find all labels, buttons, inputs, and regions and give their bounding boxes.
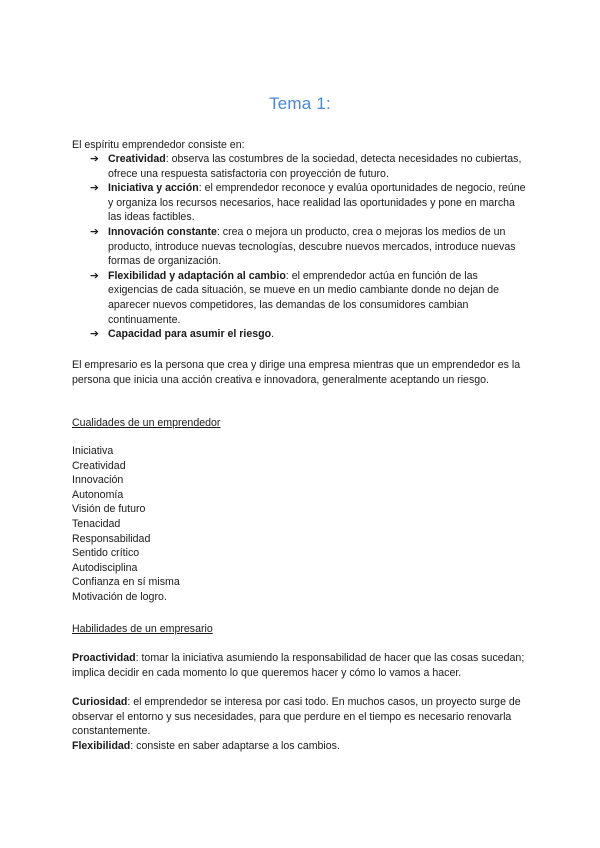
bullet-text: el emprendedor reconoce y evalúa oportunidades de negocio, reúne y organiza los recursos necesarios, hace realidad las oportunidades y pone en marcha las ideas factibles.	[108, 182, 526, 224]
arrow-icon: ➔	[90, 182, 99, 195]
empresario-paragraph: El empresario es la persona que crea y dirige una empresa mientras que un emprendedor es la persona que inicia una acción creativa e innovadora, generalmente aceptando un riesgo.	[72, 359, 521, 386]
bullet-text: observa las costumbres de la sociedad, detecta necesidades no cubiertas, ofrece una respuesta satisfactoria con proyección de futuro.	[108, 153, 522, 180]
habilidad-flexibilidad: Flexibilidad: consiste en saber adaptarse a los cambios.	[72, 740, 340, 752]
bullet-term: Iniciativa y acción	[108, 182, 199, 195]
habilidad-text: consiste en saber adaptarse a los cambios.	[136, 740, 340, 752]
bullet-item: ➔ Creatividad: observa las costumbres de la sociedad, detecta necesidades no cubiertas, ofrece una respuesta satisfactoria con proyección de futuro.	[90, 153, 522, 180]
bullet-term: Creatividad	[108, 153, 166, 165]
list-item: Innovación	[72, 474, 124, 487]
list-item: Sentido crítico	[72, 547, 140, 560]
list-item: Tenacidad	[72, 517, 121, 530]
bullet-item: ➔ Innovación constante: crea o mejora un producto, crea o mejoras los medios de un producto, introduce nuevas tecnologías, descubre nuevos mercados, introduce nuevas formas de organización.	[90, 225, 516, 268]
bullet-term: Capacidad para asumir el riesgo	[108, 328, 272, 341]
habilidades-heading: Habilidades de un empresario	[72, 623, 213, 635]
list-item: Autonomía	[72, 488, 124, 501]
habilidad-term: Flexibilidad	[72, 740, 131, 752]
bullet-term: Flexibilidad y adaptación al cambio	[108, 269, 286, 282]
habilidad-curiosidad: Curiosidad: el emprendedor se interesa por casi todo. En muchos casos, un proyecto surge de observar el entorno y sus necesidades, para que perdure en el tiempo es necesario renovarla constantemente.	[72, 696, 521, 738]
list-item: Autodisciplina	[72, 561, 138, 574]
page-title: Tema 1:	[269, 94, 331, 113]
bullet-text: crea o mejora un producto, crea o mejoras los medios de un producto, introduce nuevas tecnologías, descubre nuevos mercados, introduce nuevas formas de organización.	[108, 225, 516, 268]
habilidad-proactividad: Proactividad: tomar la iniciativa asumiendo la responsabilidad de hacer que las cosas sucedan; implica decidir en cada momento lo que queremos hacer y cómo lo vamos a hacer.	[72, 652, 525, 679]
list-item: Motivación de logro.	[72, 590, 167, 603]
arrow-icon: ➔	[90, 269, 99, 282]
intro-text: El espíritu emprendedor consiste en:	[72, 139, 245, 151]
bullet-term: Innovación constante	[108, 225, 217, 238]
list-item: Visión de futuro	[72, 503, 146, 516]
list-item: Iniciativa	[72, 445, 114, 457]
habilidad-text: el emprendedor se interesa por casi todo. En muchos casos, un proyecto surge de observar el entorno y sus necesidades, para que perdure en el tiempo es necesario renovarla constantemente.	[72, 696, 521, 738]
list-item: Creatividad	[72, 459, 126, 472]
list-item: Responsabilidad	[72, 532, 151, 545]
arrow-icon: ➔	[90, 225, 99, 238]
cualidades-list	[72, 444, 180, 605]
habilidad-text: tomar la iniciativa asumiendo la responsabilidad de hacer que las cosas sucedan; implica decidir en cada momento lo que queremos hacer y cómo lo vamos a hacer.	[72, 652, 525, 679]
habilidad-term: Curiosidad	[72, 696, 128, 708]
bullet-item: ➔ Iniciativa y acción: el emprendedor reconoce y evalúa oportunidades de negocio, reúne y organiza los recursos necesarios, hace realidad las oportunidades y pone en marcha las ideas factibles.	[90, 182, 526, 224]
bullet-text: .	[271, 328, 275, 341]
arrow-icon: ➔	[90, 153, 99, 165]
list-item: Confianza en sí misma	[72, 576, 180, 589]
cualidades-heading: Cualidades de un emprendedor	[72, 417, 221, 429]
bullet-item	[90, 327, 530, 342]
bullet-item: ➔ Flexibilidad y adaptación al cambio: el emprendedor actúa en función de las exigencias de cada situación, se mueve en un medio cambiante donde no dejan de aparecer nuevos competidores, las demandas de los consumidores cambian continuamente.	[90, 269, 500, 326]
habilidad-term: Proactividad	[72, 652, 136, 664]
emprendedor-bullet-list	[90, 152, 530, 342]
arrow-icon: ➔	[90, 328, 99, 341]
bullet-text: el emprendedor actúa en función de las exigencias de cada situación, se mueve en un medio cambiante donde no dejan de aparecer nuevos competidores, las demandas de los consumidores cambian continuamente.	[108, 269, 500, 326]
